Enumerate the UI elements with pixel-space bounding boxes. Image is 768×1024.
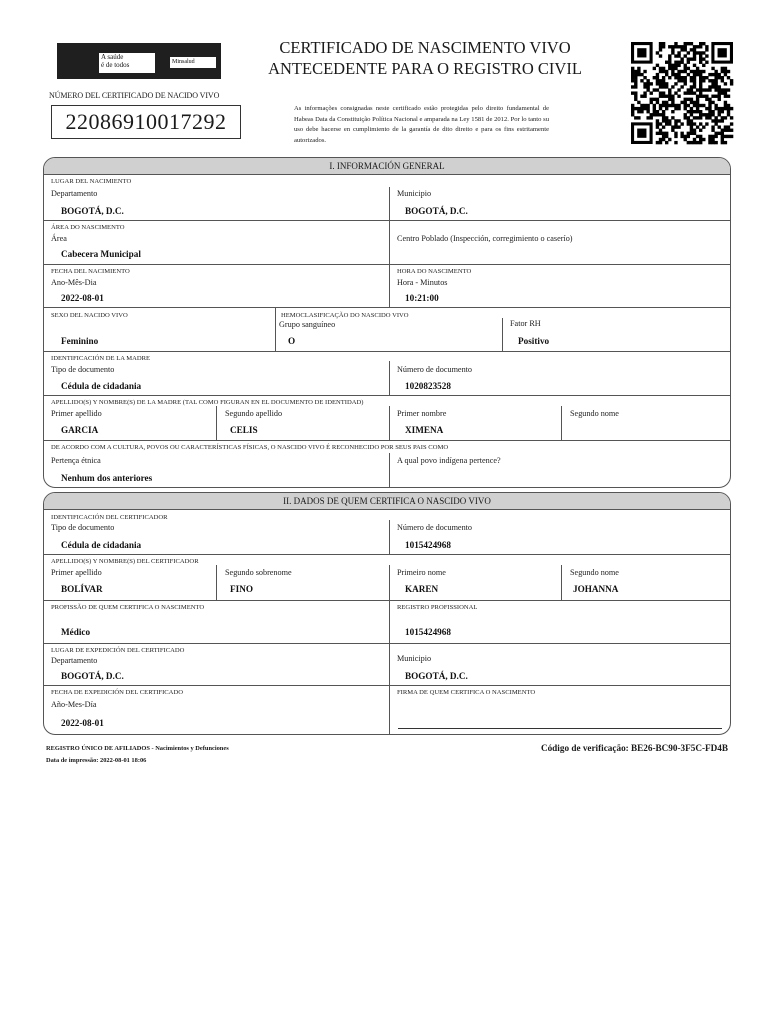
certifier-second-name-value: JOHANNA bbox=[573, 584, 619, 594]
certifier-second-name-cell bbox=[561, 565, 730, 600]
ethnicity-label: Pertença étnica bbox=[51, 456, 101, 465]
blood-group-value: O bbox=[288, 336, 296, 346]
ethnicity-value: Nenhum dos anteriores bbox=[61, 473, 153, 483]
certifier-first-name-value: KAREN bbox=[405, 584, 439, 594]
certifier-first-surname-label: Primer apellido bbox=[51, 568, 102, 577]
mother-first-name-cell bbox=[389, 406, 562, 440]
certifier-doc-type-value: Cédula de cidadania bbox=[61, 540, 142, 550]
rh-value: Positivo bbox=[518, 336, 550, 346]
section-title: II. DADOS DE QUEM CERTIFICA O NASCIDO VIVO bbox=[44, 493, 730, 510]
indigenous-people-cell bbox=[389, 453, 730, 488]
ministry-logo bbox=[57, 43, 221, 79]
signature-header: FIRMA DE QUEM CERTIFICA O NASCIMENTO bbox=[397, 689, 536, 696]
document-title-line2: ANTECEDENTE PARA O REGISTRO CIVIL bbox=[268, 59, 582, 78]
rh-cell bbox=[502, 318, 730, 351]
issue-date-header: FECHA DE EXPEDICIÓN DEL CERTIFICADO bbox=[51, 689, 183, 696]
profession-header: PROFISSÃO DE QUEM CERTIFICA O NASCIMENTO bbox=[51, 604, 205, 611]
birth-place-header: LUGAR DEL NACIMIENTO bbox=[51, 178, 132, 185]
registry-footer-text: REGISTRO ÚNICO DE AFILIADOS - Nacimientos y Defunciones bbox=[46, 745, 229, 752]
certifier-doc-number-label: Número de documento bbox=[397, 523, 473, 532]
logo-name-text: Minsalud bbox=[172, 59, 195, 65]
mother-second-name-cell bbox=[561, 406, 730, 440]
area-value: Cabecera Municipal bbox=[61, 249, 141, 259]
mother-names-header: APELLIDO(S) Y NOMBRE(S) DE LA MADRE (TAL COMO FIGURAN EN EL DOCUMENTO DE IDENTIDAD) bbox=[51, 399, 364, 406]
mother-doc-number-cell bbox=[389, 361, 730, 395]
privacy-notice: As informações consignadas neste certificado estão protegidas pelo direito fundamental de Habeas Data da Constituição Política Nacional e amparada na Ley 1581 de 2012. Por lo tanto su uso debe hacerse en cumplimiento de la garantía de dito direito e para os fins estritamente autorizados. bbox=[294, 105, 549, 144]
rh-label: Fator RH bbox=[510, 319, 541, 328]
mother-first-name-label: Primer nombre bbox=[397, 409, 447, 418]
issue-place-header: LUGAR DE EXPEDICIÓN DEL CERTIFICADO bbox=[51, 647, 185, 654]
logo-slogan-box bbox=[99, 53, 155, 73]
mother-first-surname-value: GARCIA bbox=[61, 425, 99, 435]
birth-date-value: 2022-08-01 bbox=[61, 293, 104, 303]
mother-doc-type-label: Tipo de documento bbox=[51, 365, 115, 374]
print-date: Data de impressão: 2022-08-01 18:06 bbox=[46, 757, 147, 764]
certifier-first-name-cell bbox=[389, 565, 562, 600]
birth-date-label: Ano-Mês-Dia bbox=[51, 278, 97, 287]
certifier-id-header: IDENTIFICACIÓN DEL CERTIFICADOR bbox=[51, 514, 168, 521]
mother-doc-type-value: Cédula de cidadania bbox=[61, 381, 142, 391]
populated-center-label: Centro Poblado (Inspección, corregimiento o caserío) bbox=[397, 234, 573, 243]
section-general-info bbox=[43, 157, 731, 488]
mother-first-surname-label: Primer apellido bbox=[51, 409, 102, 418]
document-title-line1: CERTIFICADO DE NASCIMENTO VIVO bbox=[279, 38, 571, 57]
department-label: Departamento bbox=[51, 189, 98, 198]
certifier-first-name-label: Primeiro nome bbox=[397, 568, 446, 577]
professional-registry-value: 1015424968 bbox=[405, 627, 451, 637]
mother-id-row bbox=[44, 351, 730, 395]
blood-group-label: Grupo sanguíneo bbox=[279, 320, 336, 329]
birth-time-value: 10:21:00 bbox=[405, 293, 439, 303]
mother-second-surname-cell bbox=[216, 406, 390, 440]
certifier-id-row bbox=[44, 510, 730, 554]
mother-second-surname-value: CELIS bbox=[230, 425, 258, 435]
issue-municipality-value: BOGOTÁ, D.C. bbox=[405, 671, 468, 681]
verification-code: Código de verificação: BE26-BC90-3F5C-FD4B bbox=[540, 743, 728, 753]
logo-name-box bbox=[170, 57, 216, 68]
indigenous-people-label: A qual povo indígena pertence? bbox=[397, 456, 501, 465]
municipality-cell bbox=[389, 187, 730, 220]
area-label: Área bbox=[51, 234, 67, 243]
certificate-number-label: NÚMERO DEL CERTIFICADO DE NACIDO VIVO bbox=[49, 91, 220, 100]
mother-names-row bbox=[44, 395, 730, 440]
signature-line bbox=[398, 728, 722, 729]
birth-time-cell bbox=[389, 265, 730, 307]
issue-date-value: 2022-08-01 bbox=[61, 718, 104, 728]
birth-place-row bbox=[44, 175, 730, 220]
profession-row bbox=[44, 600, 730, 643]
signature-cell bbox=[389, 686, 730, 735]
certifier-doc-number-value: 1015424968 bbox=[405, 540, 451, 550]
profession-value: Médico bbox=[61, 627, 91, 637]
mother-doc-number-value: 1020823528 bbox=[405, 381, 451, 391]
mother-second-name-label: Segundo nome bbox=[570, 409, 619, 418]
professional-registry-header: REGISTRO PROFISSIONAL bbox=[397, 604, 478, 611]
certifier-names-header: APELLIDO(S) Y NOMBRE(S) DEL CERTIFICADOR bbox=[51, 558, 199, 565]
issue-department-value: BOGOTÁ, D.C. bbox=[61, 671, 124, 681]
certificate-number: 22086910017292 bbox=[51, 105, 241, 139]
issue-date-row bbox=[44, 685, 730, 735]
municipality-value: BOGOTÁ, D.C. bbox=[405, 206, 468, 216]
blood-type-header: HEMOCLASIFICAÇÃO DO NASCIDO VIVO bbox=[281, 312, 409, 319]
birth-date-header: FECHA DEL NACIMIENTO bbox=[51, 268, 130, 275]
logo-slogan-text: A saúde é de todos bbox=[101, 53, 130, 69]
sex-value: Feminino bbox=[61, 336, 99, 346]
birth-area-header: ÁREA DO NASCIMENTO bbox=[51, 224, 125, 231]
birth-area-row bbox=[44, 220, 730, 264]
professional-registry-cell bbox=[389, 601, 730, 643]
qr-code bbox=[627, 38, 737, 148]
sex-blood-row bbox=[44, 307, 730, 351]
section-certifier-data bbox=[43, 492, 731, 735]
birth-date-row bbox=[44, 264, 730, 307]
birth-time-label: Hora - Minutos bbox=[397, 278, 448, 287]
certifier-second-surname-cell bbox=[216, 565, 390, 600]
mother-id-header: IDENTIFICACIÓN DE LA MADRE bbox=[51, 355, 151, 362]
issue-municipality-cell bbox=[389, 644, 730, 685]
birth-time-header: HORA DO NASCIMENTO bbox=[397, 268, 472, 275]
ethnicity-row bbox=[44, 440, 730, 488]
certifier-doc-number-cell bbox=[389, 520, 730, 554]
populated-center-cell bbox=[389, 221, 730, 264]
certifier-names-row bbox=[44, 554, 730, 600]
certifier-first-surname-value: BOLÍVAR bbox=[61, 584, 103, 594]
municipality-label: Municipio bbox=[397, 189, 432, 198]
department-value: BOGOTÁ, D.C. bbox=[61, 206, 124, 216]
issue-date-label: Año-Mes-Día bbox=[51, 700, 97, 709]
section-title: I. INFORMACIÓN GENERAL bbox=[44, 158, 730, 175]
issue-municipality-label: Municipio bbox=[397, 654, 432, 663]
certifier-second-surname-label: Segundo sobrenome bbox=[225, 568, 292, 577]
sex-header: SEXO DEL NACIDO VIVO bbox=[51, 312, 128, 319]
issue-department-label: Departamento bbox=[51, 656, 98, 665]
ethnicity-header: DE ACORDO COM A CULTURA, POVOS OU CARACTERÍSTICAS FÍSICAS, O NASCIDO VIVO É RECONHECIDO POR SEUS PAIS COMO bbox=[51, 444, 449, 451]
blood-type-cell bbox=[275, 308, 730, 351]
mother-doc-number-label: Número de documento bbox=[397, 365, 473, 374]
mother-first-name-value: XIMENA bbox=[405, 425, 444, 435]
certifier-second-name-label: Segundo nome bbox=[570, 568, 619, 577]
certifier-second-surname-value: FINO bbox=[230, 584, 253, 594]
mother-second-surname-label: Segundo apellido bbox=[225, 409, 283, 418]
issue-place-row bbox=[44, 643, 730, 685]
certifier-doc-type-label: Tipo de documento bbox=[51, 523, 115, 532]
